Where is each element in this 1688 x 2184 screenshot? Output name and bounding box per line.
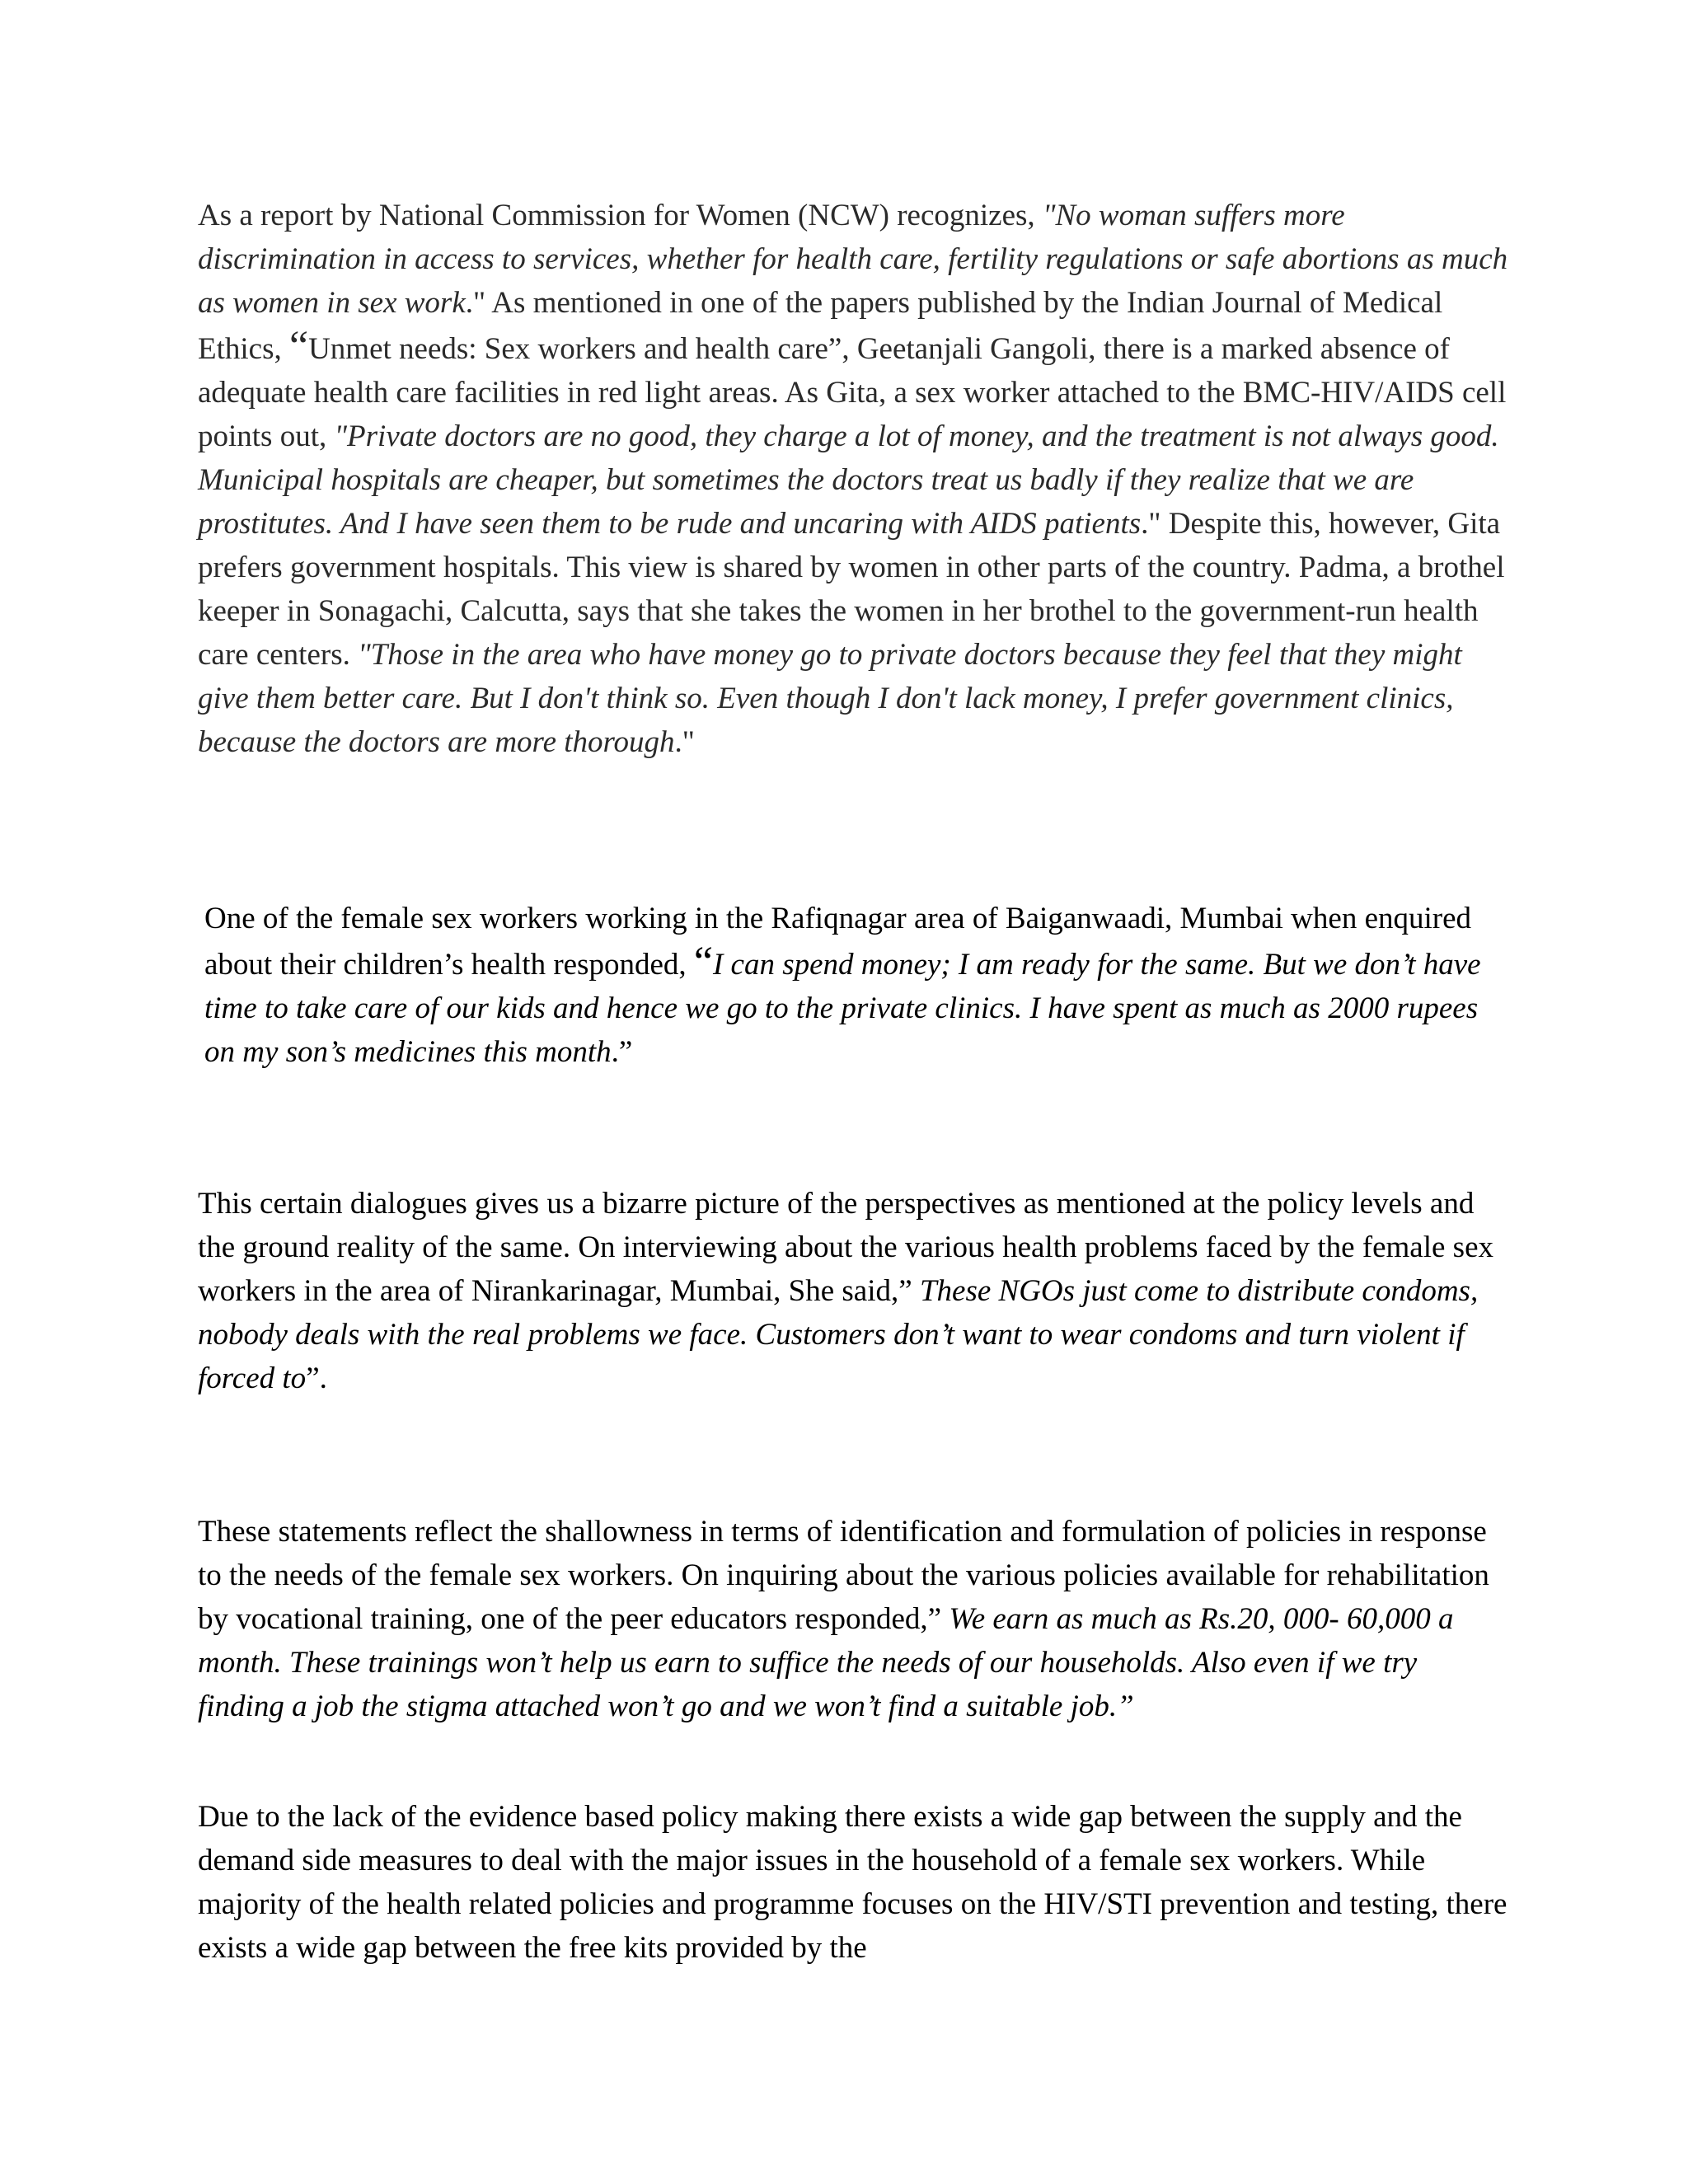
text-segment: ." As mentioned in one of the papers published by the Indian Journal of Medical Ethics, — [198, 286, 1443, 366]
open-quote-mark: “ — [288, 323, 309, 370]
text-segment: This certain dialogues gives us a bizarre picture of the perspectives as mentioned at the policy levels and the ground reality of the same. On interviewing about the various health problems faced by the female sex workers in the area of Nirankarinagar, Mumbai, She said,” — [198, 1187, 1493, 1308]
paragraph-ncw-report — [198, 194, 1508, 764]
quote-nirankarinagar-worker: These NGOs just come to distribute condoms, nobody deals with the real problems we face. Customers don’t want to wear condoms and turn violent if forced to — [198, 1274, 1479, 1395]
text-segment: One of the female sex workers working in the Rafiqnagar area of Baiganwaadi, Mumbai when enquired about their children’s health responded, — [204, 902, 1472, 982]
text-segment: As a report by National Commission for Women (NCW) recognizes, — [198, 199, 1043, 232]
text-segment: These statements reflect the shallowness in terms of identification and formulation of policies in response to the needs of the female sex workers. On inquiring about the various policies available for rehabilitation by vocational training, one of the peer educators responded,” — [198, 1515, 1489, 1636]
paragraph-evidence-based-policy — [198, 1795, 1508, 1970]
paragraph-rafiqnagar — [204, 897, 1515, 1074]
text-segment: .” — [611, 1035, 633, 1069]
quote-peer-educator: We earn as much as Rs.20, 000- 60,000 a month. These trainings won’t help us earn to suffice the needs of our households. Also even if we try finding a job the stigma attached won’t go and we won’t find a suitable job.” — [198, 1602, 1454, 1723]
text-segment: Unmet needs: Sex workers and health care”, Geetanjali Gangoli, there is a marked absence of adequate health care facilities in red light areas. As Gita, a sex worker attached to the BMC-HIV/AIDS cell points out, — [198, 332, 1507, 453]
quote-gita: "Private doctors are no good, they charge a lot of money, and the treatment is not always good. Municipal hospitals are cheaper, but sometimes the doctors treat us badly if they realize that we are prostitutes. And I have seen them to be rude and uncaring with AIDS patients — [198, 419, 1499, 541]
quote-rafiqnagar-worker: I can spend money; I am ready for the same. But we don’t have time to take care of our kids and hence we go to the private clinics. I have spent as much as 2000 rupees on my son’s medicines this month — [204, 948, 1481, 1069]
open-quote-mark: “ — [693, 939, 713, 986]
quote-ncw: "No woman suffers more discrimination in access to services, whether for health care, fertility regulations or safe abortions as much as women in sex work — [198, 199, 1508, 320]
text-segment: ”. — [306, 1361, 327, 1395]
quote-padma: "Those in the area who have money go to private doctors because they feel that they might give them better care. But I don't think so. Even though I don't lack money, I prefer government clinics, because the doctors are more thorough — [198, 638, 1462, 759]
text-segment: ." — [674, 725, 695, 759]
text-segment: Due to the lack of the evidence based policy making there exists a wide gap between the supply and the demand side measures to deal with the major issues in the household of a female sex workers. While majority of the health related policies and programme focuses on the HIV/STI prevention and testing, there exists a wide gap between the free kits provided by the — [198, 1800, 1507, 1965]
paragraph-vocational-training — [198, 1510, 1508, 1728]
paragraph-nirankarinagar — [198, 1182, 1508, 1400]
text-segment: ." Despite this, however, Gita prefers government hospitals. This view is shared by women in other parts of the country. Padma, a brothel keeper in Sonagachi, Calcutta, says that she takes the women in her brothel to the government-run health care centers. — [198, 507, 1505, 672]
